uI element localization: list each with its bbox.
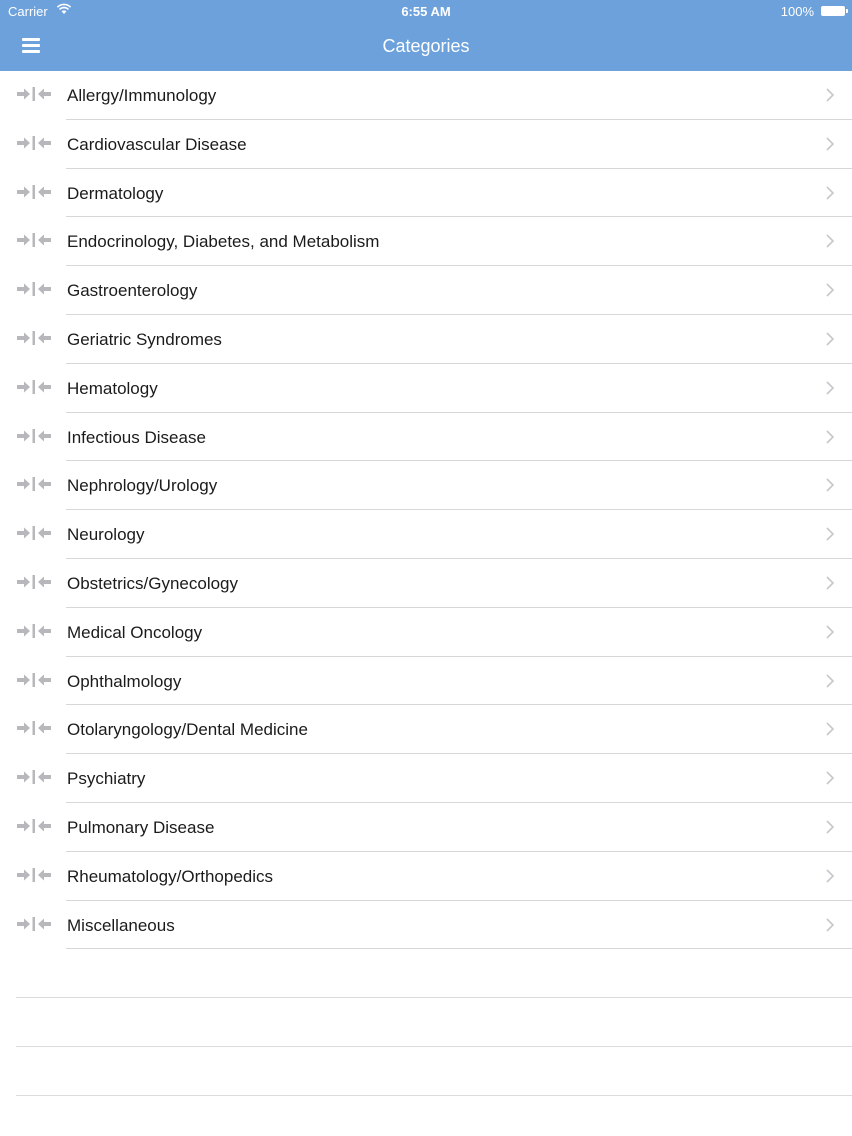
- merge-arrows-icon: [16, 185, 52, 199]
- category-row[interactable]: [0, 901, 852, 950]
- category-row[interactable]: [0, 657, 852, 706]
- category-label: Rheumatology/Orthopedics: [67, 866, 274, 886]
- clock-label: 6:55 AM: [401, 4, 451, 19]
- category-row[interactable]: [0, 510, 852, 559]
- category-label: Cardiovascular Disease: [67, 134, 247, 154]
- merge-arrows-icon: [16, 673, 52, 687]
- empty-row-separator: [16, 997, 852, 998]
- category-list: [0, 71, 852, 949]
- category-label: Allergy/Immunology: [67, 86, 217, 105]
- category-label: Psychiatry: [67, 769, 146, 789]
- chevron-right-icon: [826, 771, 834, 785]
- chevron-right-icon: [826, 674, 834, 688]
- merge-arrows-icon: [16, 380, 52, 394]
- merge-arrows-icon: [16, 233, 52, 247]
- nav-bar: [0, 0, 852, 71]
- page-title: Categories: [382, 36, 470, 56]
- category-row[interactable]: [0, 705, 852, 754]
- category-label: Neurology: [67, 525, 145, 545]
- category-row[interactable]: [0, 754, 852, 803]
- merge-arrows-icon: [16, 282, 52, 296]
- category-row[interactable]: [0, 266, 852, 315]
- category-row[interactable]: [0, 852, 852, 901]
- category-row[interactable]: [0, 803, 852, 852]
- category-label: Gastroenterology: [67, 281, 198, 301]
- category-label: Hematology: [67, 378, 158, 398]
- merge-arrows-icon: [16, 136, 52, 150]
- category-label: Obstetrics/Gynecology: [67, 573, 239, 593]
- category-row[interactable]: [0, 315, 852, 364]
- merge-arrows-icon: [16, 526, 52, 540]
- chevron-right-icon: [826, 918, 834, 932]
- category-row[interactable]: [0, 364, 852, 413]
- category-label: Medical Oncology: [67, 622, 203, 642]
- merge-arrows-icon: [16, 819, 52, 833]
- merge-arrows-icon: [16, 575, 52, 589]
- chevron-right-icon: [826, 332, 834, 346]
- merge-arrows-icon: [16, 87, 52, 101]
- merge-arrows-icon: [16, 429, 52, 443]
- carrier-label: Carrier: [8, 4, 48, 19]
- empty-row-separator: [16, 1095, 852, 1096]
- category-label: Nephrology/Urology: [67, 476, 218, 496]
- category-label: Infectious Disease: [67, 427, 206, 447]
- chevron-right-icon: [826, 869, 834, 883]
- category-row[interactable]: [0, 608, 852, 657]
- chevron-right-icon: [826, 137, 834, 151]
- category-row[interactable]: [0, 169, 852, 218]
- category-label: Pulmonary Disease: [67, 817, 215, 837]
- merge-arrows-icon: [16, 917, 52, 931]
- category-row[interactable]: [0, 120, 852, 169]
- empty-row-separator: [16, 1046, 852, 1047]
- chevron-right-icon: [826, 186, 834, 200]
- merge-arrows-icon: [16, 721, 52, 735]
- chevron-right-icon: [826, 88, 834, 102]
- merge-arrows-icon: [16, 770, 52, 784]
- merge-arrows-icon: [16, 331, 52, 345]
- category-label: Dermatology: [67, 183, 164, 203]
- chevron-right-icon: [826, 381, 834, 395]
- chevron-right-icon: [826, 576, 834, 590]
- category-row[interactable]: [0, 71, 852, 120]
- merge-arrows-icon: [16, 868, 52, 882]
- category-row[interactable]: [0, 559, 852, 608]
- category-label: Endocrinology, Diabetes, and Metabolism: [67, 232, 380, 252]
- chevron-right-icon: [826, 478, 834, 492]
- merge-arrows-icon: [16, 477, 52, 491]
- chevron-right-icon: [826, 527, 834, 541]
- category-label: Geriatric Syndromes: [67, 329, 222, 349]
- category-row[interactable]: [0, 217, 852, 266]
- status-bar: [0, 0, 852, 24]
- chevron-right-icon: [826, 625, 834, 639]
- chevron-right-icon: [826, 234, 834, 248]
- category-label: Ophthalmology: [67, 671, 182, 691]
- category-label: Miscellaneous: [67, 915, 175, 935]
- chevron-right-icon: [826, 820, 834, 834]
- battery-icon: [821, 6, 845, 16]
- category-label: Otolaryngology/Dental Medicine: [67, 720, 308, 740]
- merge-arrows-icon: [16, 624, 52, 638]
- chevron-right-icon: [826, 283, 834, 297]
- chevron-right-icon: [826, 430, 834, 444]
- battery-percent-label: 100%: [780, 4, 814, 19]
- chevron-right-icon: [826, 722, 834, 736]
- category-row[interactable]: [0, 461, 852, 510]
- category-row[interactable]: [0, 413, 852, 462]
